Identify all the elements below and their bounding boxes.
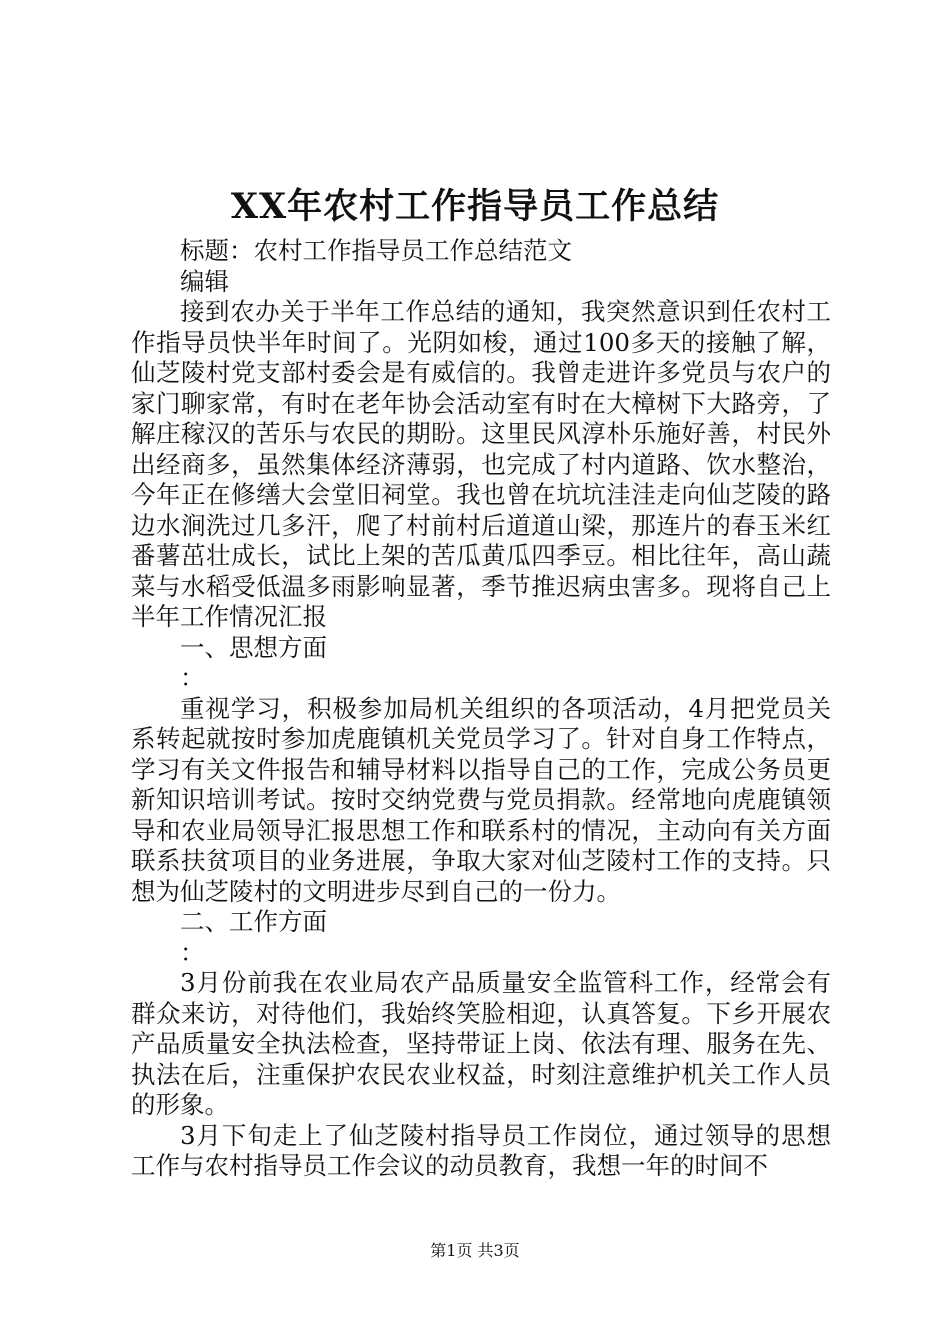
page-number-footer: 第1页 共3页	[430, 1241, 520, 1260]
paragraph-intro: 接到农办关于半年工作总结的通知，我突然意识到任农村工作指导员快半年时间了。光阴如梭，通过100多天的接触了解，仙芝陵村党支部村委会是有威信的。我曾走进许多党员与农户的家门聊家常，有时在老年协会活动室有时在大樟树下大路旁，了解庄稼汉的苦乐与农民的期盼。这里民风淳朴乐施好善，村民外出经商多，虽然集体经济薄弱，也完成了村内道路、饮水整治，今年正在修缮大会堂旧祠堂。我也曾在坑坑洼洼走向仙芝陵的路边水涧洗过几多汗，爬了村前村后道道山梁，那连片的春玉米红番薯茁壮成长，试比上架的苦瓜黄瓜四季豆。相比往年，高山蔬菜与水稻受低温多雨影响显著，季节推迟病虫害多。现将自己上半年工作情况汇报	[131, 297, 831, 631]
editor-line: 编辑	[180, 266, 229, 296]
section-colon: ：	[180, 937, 205, 967]
section-heading-work: 二、工作方面	[180, 907, 327, 936]
document-body	[131, 236, 831, 1182]
document-title: XX年农村工作指导员工作总结	[230, 186, 720, 227]
section-heading-thought: 一、思想方面	[180, 632, 327, 662]
subtitle-line: 标题：农村工作指导员工作总结范文	[180, 236, 572, 265]
section-colon: ：	[180, 663, 205, 692]
paragraph-work-after: 3月下旬走上了仙芝陵村指导员工作岗位，通过领导的思想工作与农村指导员工作会议的动员教育，我想一年的时间不	[131, 1120, 831, 1180]
paragraph-thought: 重视学习，积极参加局机关组织的各项活动，4月把党员关系转起就按时参加虎鹿镇机关党员学习了。针对自身工作特点，学习有关文件报告和辅导材料以指导自己的工作，完成公务员更新知识培训考试。按时交纳党费与党员捐款。经常地向虎鹿镇领导和农业局领导汇报思想工作和联系村的情况，主动向有关方面联系扶贫项目的业务进展，争取大家对仙芝陵村工作的支持。只想为仙芝陵村的文明进步尽到自己的一份力。	[131, 693, 831, 906]
paragraph-work-before: 3月份前我在农业局农产品质量安全监管科工作，经常会有群众来访，对待他们，我始终笑脸相迎，认真答复。下乡开展农产品质量安全执法检查，坚持带证上岗、依法有理、服务在先、执法在后，注重保护农民农业权益，时刻注意维护机关工作人员的形象。	[131, 968, 831, 1119]
